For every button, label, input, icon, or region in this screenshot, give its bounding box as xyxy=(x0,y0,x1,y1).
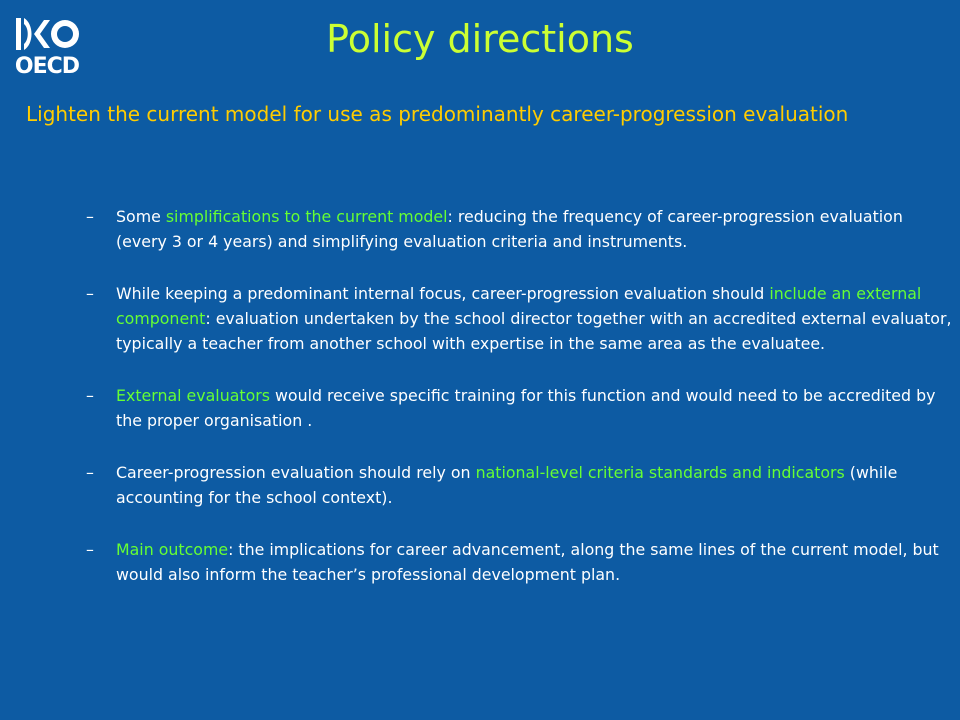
bullet-marker: – xyxy=(86,386,94,405)
page-subtitle: Lighten the current model for use as predominantly career-progression evaluation xyxy=(26,102,849,126)
page-title: Policy directions xyxy=(326,17,634,61)
bullet-highlight: include an external component xyxy=(116,284,922,328)
bullet-item xyxy=(86,281,956,356)
bullet-highlight: national-level criteria standards and indicators xyxy=(475,463,845,482)
bullet-text-before: While keeping a predominant internal focus, career-progression evaluation should xyxy=(116,284,770,303)
bullet-marker: – xyxy=(86,540,94,559)
bullet-highlight: External evaluators xyxy=(116,386,270,405)
bullet-text-after: : reducing the frequency of career-progression evaluation (every 3 or 4 years) and simplifying evaluation criteria and instruments. xyxy=(116,207,903,251)
bullet-text xyxy=(116,204,956,254)
bullet-marker: – xyxy=(86,207,94,226)
bullet-list xyxy=(86,204,956,614)
bullet-text xyxy=(116,383,956,433)
bullet-highlight: simplifications to the current model xyxy=(165,207,448,226)
bullet-item xyxy=(86,537,956,587)
bullet-text xyxy=(116,281,956,356)
bullet-highlight: Main outcome xyxy=(116,540,229,559)
logo-text: OECD xyxy=(14,54,80,79)
bullet-text-after: : the implications for career advancement, along the same lines of the current model, but would also inform the teacher’s professional development plan. xyxy=(116,540,939,584)
bullet-item xyxy=(86,204,956,254)
bullet-item xyxy=(86,460,956,510)
bullet-text-before: Career-progression evaluation should rely on xyxy=(116,463,476,482)
bullet-item xyxy=(86,383,956,433)
bullet-marker: – xyxy=(86,284,94,303)
bullet-text xyxy=(116,537,956,587)
bullet-text-after: (while accounting for the school context). xyxy=(116,463,898,507)
bullet-marker: – xyxy=(86,463,94,482)
bullet-text xyxy=(116,460,956,510)
bullet-text-after: would receive specific training for this function and would need to be accredited by the proper organisation . xyxy=(116,386,936,430)
bullet-text-before: Some xyxy=(116,207,166,226)
bullet-text-after: : evaluation undertaken by the school director together with an accredited external evaluator, typically a teacher from another school with expertise in the same area as the evaluatee. xyxy=(116,309,952,353)
